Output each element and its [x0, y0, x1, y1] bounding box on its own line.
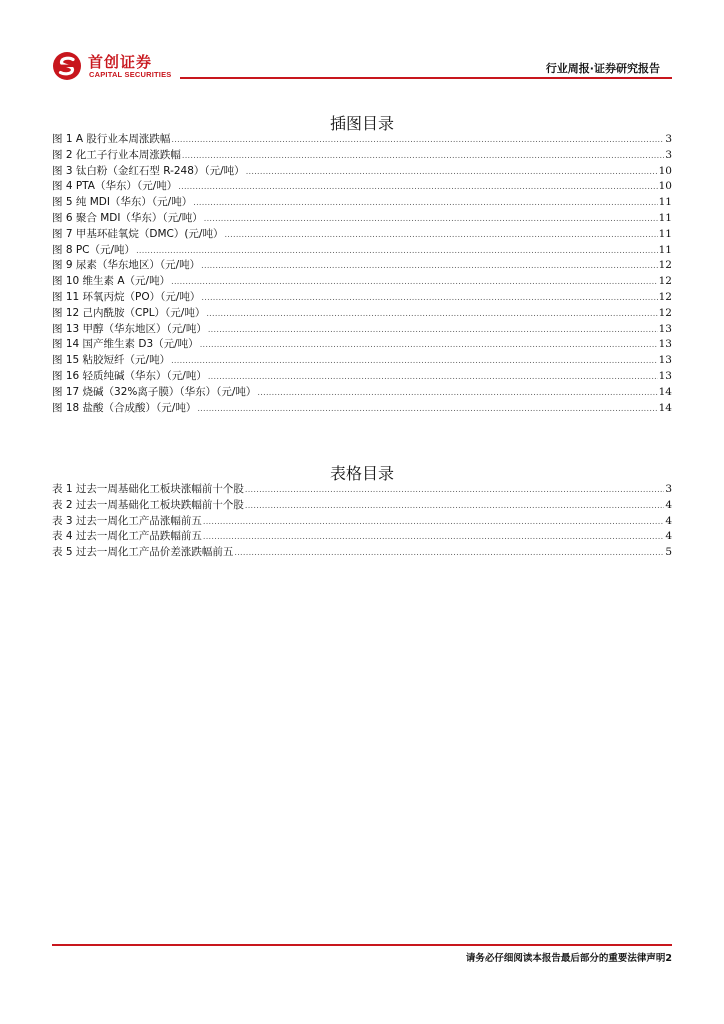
table-toc-entry[interactable] — [52, 545, 672, 561]
toc-entry-label: 表 2 过去一周基础化工板块跌幅前十个股 — [52, 498, 244, 511]
toc-dot-leader — [234, 545, 664, 561]
toc-entry-label: 图 8 PC（元/吨） — [52, 243, 136, 256]
toc-page-number: 4 — [665, 514, 672, 527]
toc-dot-leader — [204, 211, 658, 227]
toc-dot-leader — [182, 148, 664, 164]
toc-dot-leader — [171, 274, 658, 290]
report-type-label: 行业周报·证券研究报告 — [545, 62, 660, 75]
toc-page-number: 12 — [658, 290, 672, 303]
figure-toc-entry[interactable] — [52, 148, 672, 164]
toc-page-number: 12 — [658, 306, 672, 319]
toc-page-number: 12 — [658, 275, 672, 288]
toc-page-number: 3 — [665, 148, 672, 161]
toc-entry-label: 表 4 过去一周化工产品跌幅前五 — [52, 530, 202, 543]
toc-entry-label: 图 11 环氧丙烷（PO）（元/吨） — [52, 290, 201, 303]
toc-page-number: 14 — [658, 401, 672, 414]
figure-toc-entry[interactable] — [52, 227, 672, 243]
tables-toc-title: 表格目录 — [329, 464, 394, 483]
toc-dot-leader — [197, 401, 657, 417]
toc-entry-label: 图 5 纯 MDI（华东）（元/吨） — [52, 196, 193, 209]
figure-toc-entry[interactable] — [52, 132, 672, 148]
toc-page-number: 11 — [658, 211, 672, 224]
toc-page-number: 10 — [658, 180, 672, 193]
figure-toc-entry[interactable] — [52, 290, 672, 306]
logo-english-name: CAPITAL SECURITIES — [89, 70, 172, 79]
toc-dot-leader — [193, 195, 657, 211]
toc-dot-leader — [246, 164, 658, 180]
toc-entry-label: 图 15 粘胶短纤（元/吨） — [52, 354, 171, 367]
toc-entry-label: 图 9 尿素（华东地区）（元/吨） — [52, 259, 201, 272]
toc-dot-leader — [171, 132, 664, 148]
figure-toc-entry[interactable] — [52, 195, 672, 211]
capital-securities-logo-icon — [52, 51, 82, 81]
toc-dot-leader — [201, 290, 657, 306]
footer-divider — [52, 944, 672, 946]
toc-dot-leader — [178, 179, 657, 195]
toc-dot-leader — [203, 529, 664, 545]
toc-page-number: 4 — [665, 530, 672, 543]
figure-toc-entry[interactable] — [52, 306, 672, 322]
header-divider — [180, 77, 672, 79]
toc-entry-label: 图 12 己内酰胺（CPL）（元/吨） — [52, 306, 206, 319]
toc-page-number: 11 — [658, 227, 672, 240]
toc-dot-leader — [203, 514, 664, 530]
toc-entry-label: 表 3 过去一周化工产品涨幅前五 — [52, 514, 202, 527]
toc-entry-label: 图 17 烧碱（32%离子膜）（华东）（元/吨） — [52, 385, 257, 398]
table-toc-entry[interactable] — [52, 482, 672, 498]
toc-entry-label: 图 1 A 股行业本周涨跌幅 — [52, 133, 171, 145]
toc-dot-leader — [208, 322, 658, 338]
figure-toc-entry[interactable] — [52, 322, 672, 338]
toc-page-number: 10 — [658, 164, 672, 177]
toc-entry-label: 图 6 聚合 MDI（华东）（元/吨） — [52, 211, 203, 224]
toc-page-number: 13 — [658, 369, 672, 382]
toc-entry-label: 表 5 过去一周化工产品价差涨跌幅前五 — [52, 546, 234, 559]
toc-dot-leader — [224, 227, 657, 243]
toc-dot-leader — [201, 258, 657, 274]
figures-toc-list — [52, 132, 672, 416]
toc-entry-label: 图 13 甲醇（华东地区）（元/吨） — [52, 322, 207, 335]
toc-page-number: 13 — [658, 322, 672, 335]
page-header — [52, 50, 672, 80]
figure-toc-entry[interactable] — [52, 337, 672, 353]
figure-toc-entry[interactable] — [52, 369, 672, 385]
toc-dot-leader — [208, 369, 658, 385]
toc-page-number: 5 — [665, 546, 672, 559]
toc-dot-leader — [136, 243, 658, 259]
toc-page-number: 11 — [658, 243, 672, 256]
toc-dot-leader — [200, 337, 658, 353]
company-logo — [52, 50, 182, 80]
toc-dot-leader — [206, 306, 657, 322]
figures-toc-title: 插图目录 — [329, 114, 394, 133]
figure-toc-entry[interactable] — [52, 353, 672, 369]
toc-dot-leader — [171, 353, 658, 369]
toc-page-number: 4 — [665, 498, 672, 511]
toc-entry-label: 图 10 维生素 A（元/吨） — [52, 275, 171, 288]
figure-toc-entry[interactable] — [52, 211, 672, 227]
toc-entry-label: 图 14 国产维生素 D3（元/吨） — [52, 338, 199, 351]
toc-page-number: 13 — [658, 354, 672, 367]
figure-toc-entry[interactable] — [52, 164, 672, 180]
toc-page-number: 14 — [658, 385, 672, 398]
figure-toc-entry[interactable] — [52, 401, 672, 417]
footer-disclaimer: 请务必仔细阅读本报告最后部分的重要法律声明2 — [465, 953, 672, 964]
toc-entry-label: 图 18 盐酸（合成酸）（元/吨） — [52, 401, 197, 414]
table-toc-entry[interactable] — [52, 529, 672, 545]
toc-page-number: 13 — [658, 338, 672, 351]
figure-toc-entry[interactable] — [52, 258, 672, 274]
figure-toc-entry[interactable] — [52, 243, 672, 259]
toc-entry-label: 图 2 化工子行业本周涨跌幅 — [52, 148, 181, 161]
toc-page-number: 3 — [665, 133, 672, 145]
figure-toc-entry[interactable] — [52, 274, 672, 290]
figure-toc-entry[interactable] — [52, 385, 672, 401]
toc-page-number: 11 — [658, 196, 672, 209]
toc-dot-leader — [245, 498, 664, 514]
table-toc-entry[interactable] — [52, 514, 672, 530]
toc-page-number: 3 — [665, 483, 672, 495]
figure-toc-entry[interactable] — [52, 179, 672, 195]
toc-dot-leader — [245, 482, 664, 498]
toc-entry-label: 图 7 甲基环硅氧烷（DMC）(元/吨） — [52, 227, 224, 240]
toc-entry-label: 表 1 过去一周基础化工板块涨幅前十个股 — [52, 483, 244, 495]
toc-entry-label: 图 4 PTA（华东）（元/吨） — [52, 180, 178, 193]
tables-toc-list — [52, 482, 672, 561]
table-toc-entry[interactable] — [52, 498, 672, 514]
toc-entry-label: 图 3 钛白粉（金红石型 R-248）（元/吨） — [52, 164, 245, 177]
toc-entry-label: 图 16 轻质纯碱（华东）（元/吨） — [52, 369, 207, 382]
toc-dot-leader — [257, 385, 657, 401]
toc-page-number: 12 — [658, 259, 672, 272]
logo-chinese-name: 首创证券 — [88, 53, 153, 71]
